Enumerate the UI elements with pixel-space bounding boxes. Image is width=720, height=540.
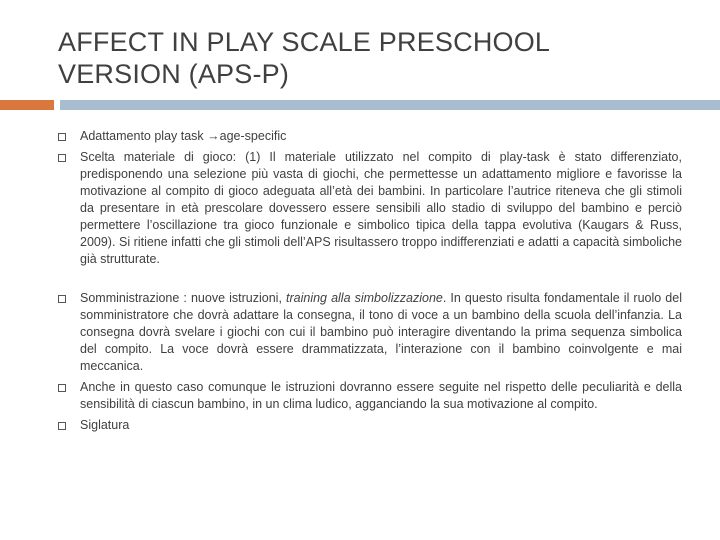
bullet-item [58, 417, 682, 434]
square-bullet-icon [58, 154, 66, 162]
slide-title: AFFECT IN PLAY SCALE PRESCHOOL VERSION (APS-P) [58, 27, 550, 89]
bullet-text [80, 291, 682, 373]
bullet-list [58, 128, 682, 434]
bullet-text: Anche in questo caso comunque le istruzioni dovranno essere seguite nel rispetto delle peculiarità e della sensibilità di ciascun bambino, in un clima ludico, agganciando la sua motivazione al compito. [80, 380, 682, 411]
bullet-text-italic: training alla simbolizzazione [286, 291, 443, 305]
square-bullet-icon [58, 422, 66, 430]
bullet-text: Scelta materiale di gioco: (1) Il materiale utilizzato nel compito di play-task è stato differenziato, predisponendo una selezione più vasta di giochi, che permettesse un adattamento migliore e favorisse la motivazione al compito di gioco adeguata all’età dei bambini. In particolare l’autrice riteneva che gli stimoli da presentare in età prescolare dovessero essere sensibili allo stadio di sviluppo del bambino e perciò permettere l’oscillazione tra gioco funzionale e simbolico tipica della tappa evolutiva (Kaugars & Russ, 2009). Si ritiene infatti che gli stimoli dell’APS risultassero troppo indifferenziati e adatti a capacità simboliche già strutturate. [80, 150, 682, 266]
bullet-item [58, 128, 682, 145]
bullet-text-part: Somministrazione : nuove istruzioni, [80, 291, 286, 305]
square-bullet-icon [58, 133, 66, 141]
bullet-text: Siglatura [80, 418, 130, 432]
bullet-item [58, 149, 682, 268]
bullet-text: Adattamento play task →age-specific [80, 129, 287, 143]
square-bullet-icon [58, 295, 66, 303]
bullet-item [58, 290, 682, 375]
title-rule [60, 100, 720, 110]
bullet-item [58, 379, 682, 413]
title-rule-accent [0, 100, 54, 110]
square-bullet-icon [58, 384, 66, 392]
bullet-text-part: . In questo risulta fondamentale il ruolo del somministratore che dovrà adattare la consegna, il tono di voce a un bambino della scuola dell’infanzia. La consegna dovrà svelare i giochi con cui il bambino può interagire diventando la prima sequenza simbolica del compito. La voce dovrà essere drammatizzata, l’interazione con il bambino coinvolgente e mai meccanica. [80, 291, 682, 373]
